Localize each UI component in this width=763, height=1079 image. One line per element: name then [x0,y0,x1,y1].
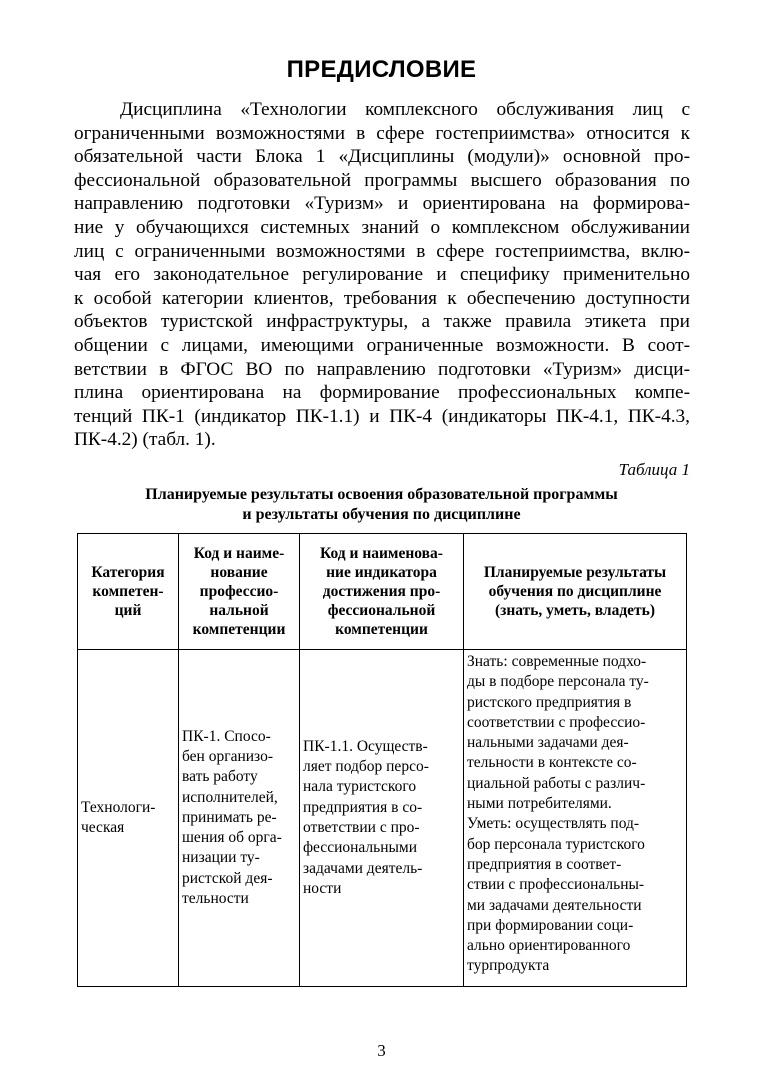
header-learning-outcomes: Планируемые результаты обучения по дисциплине (знать, уметь, владеть) [464,534,687,650]
paragraph-line: ние у обучающихся системных знаний о комплексном обслуживании [74,216,690,238]
header-indicator-code: Код и наименова- ние индикатора достижения про- фессиональной компетенции [300,534,464,650]
paragraph-line: плина ориентирована на формирование профессиональных компе- [74,382,690,404]
paragraph-line: ПК-4.2) (табл. 1). [74,429,216,451]
table-header-row [78,534,687,650]
paragraph-line: фессиональной образовательной программы высшего образования по [74,169,690,191]
cell-indicator-code: ПК-1.1. Осуществ- ляет подбор персо- нала туристского предприятия в со- ответствии с про- фессиональными задачами деятель- ности [300,650,464,987]
preface-paragraph [74,98,690,452]
cell-competence-category: Технологи- ческая [78,650,179,987]
header-competence-code: Код и наиме- нование профессио- нальной компетенции [179,534,300,650]
page-number: 3 [377,1041,386,1060]
paragraph-line: тенций ПК-1 (индикатор ПК-1.1) и ПК-4 (индикаторы ПК-4.1, ПК-4.3, [74,405,690,427]
table-caption-line: Планируемые результаты освоения образовательной программы [145,486,618,503]
paragraph-line: к особой категории клиентов, требования к обеспечению доступности [74,287,690,309]
paragraph-line: ограниченными возможностями в сфере гостеприимства» относится к [74,122,690,144]
header-competence-category: Категория компетен- ций [78,534,179,650]
table-caption-line: и результаты обучения по дисциплине [242,506,521,523]
table-label: Таблица 1 [618,460,690,479]
paragraph-line: лиц с ограниченными возможностями в сфере гостеприимства, вклю- [74,240,690,262]
paragraph-line: объектов туристской инфраструктуры, а также правила этикета при [74,311,690,333]
cell-competence-code: ПК-1. Спосо- бен организо- вать работу исполнителей, принимать ре- шения об орга- низации ту- ристской дея- тельности [179,650,300,987]
table-caption [0,485,763,525]
paragraph-line: Дисциплина «Технологии комплексного обслуживания лиц с [120,99,690,120]
cell-learning-outcomes: Знать: современные подхо- ды в подборе персонала ту- ристского предприятия в соответствии с профессио- нальными задачами дея- тельности в контексте со- циальной работы с различ- ными потребителями. Уметь: осуществлять под- бор персонала туристского предприятия в соответ- ствии с профессиональны- ми задачами деятельности при формировании соци- ально ориентированного турпродукта [464,650,687,987]
paragraph-line: ветствии в ФГОС ВО по направлению подготовки «Туризм» дисци- [74,358,690,380]
paragraph-line: чая его законодательное регулирование и специфику применительно [74,264,690,286]
table-row [78,650,687,987]
results-table [77,533,687,987]
page-title: ПРЕДИСЛОВИЕ [286,56,477,83]
paragraph-line: направлению подготовки «Туризм» и ориентирована на формирова- [74,193,690,215]
paragraph-line: обязательной части Блока 1 «Дисциплины (модули)» основной про- [74,146,690,168]
paragraph-line: общении с лицами, имеющими ограниченные возможности. В соот- [74,334,690,356]
